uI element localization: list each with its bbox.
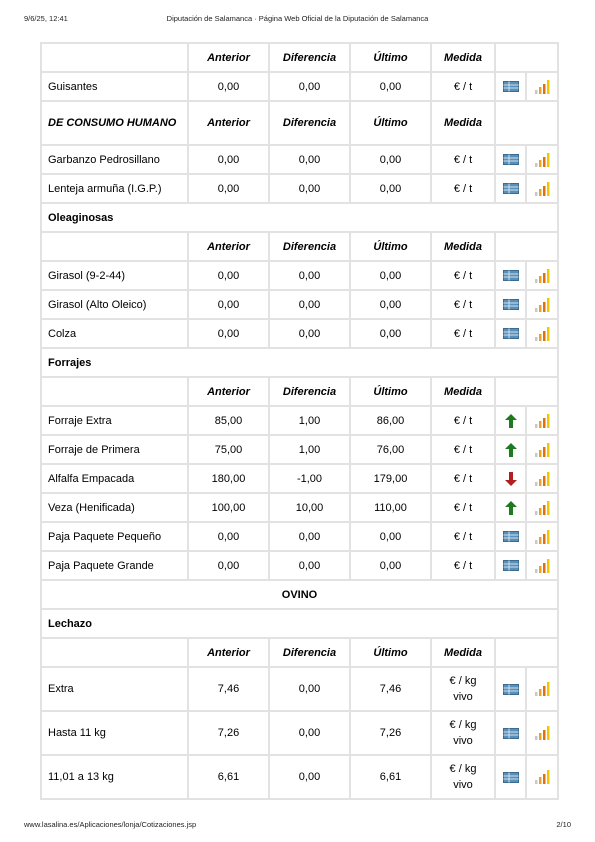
table-row [41, 261, 558, 290]
bar-chart-icon[interactable] [534, 559, 550, 573]
row-chart[interactable] [526, 145, 558, 174]
row-anterior: 75,00 [188, 435, 269, 464]
bar-chart-icon[interactable] [534, 182, 550, 196]
bar-chart-icon[interactable] [534, 472, 550, 486]
section-row [41, 609, 558, 638]
row-label: Guisantes [41, 72, 188, 101]
row-ultimo: 0,00 [350, 174, 431, 203]
row-chart[interactable] [526, 406, 558, 435]
row-label: Extra [41, 667, 188, 711]
row-anterior: 0,00 [188, 145, 269, 174]
table-row [41, 290, 558, 319]
row-unit [431, 667, 495, 711]
row-ultimo: 7,46 [350, 667, 431, 711]
row-label: Colza [41, 319, 188, 348]
arrow-up-icon[interactable] [505, 443, 517, 457]
table-row [41, 551, 558, 580]
row-unit: € / t [431, 493, 495, 522]
bar-chart-icon[interactable] [534, 269, 550, 283]
row-chart[interactable] [526, 435, 558, 464]
row-diferencia: 0,00 [269, 755, 350, 799]
row-chart[interactable] [526, 174, 558, 203]
row-trend[interactable] [495, 261, 526, 290]
row-unit: € / t [431, 551, 495, 580]
row-ultimo: 179,00 [350, 464, 431, 493]
table-icon[interactable] [503, 183, 519, 194]
row-trend[interactable] [495, 551, 526, 580]
row-diferencia: 0,00 [269, 667, 350, 711]
row-diferencia: 1,00 [269, 406, 350, 435]
bar-chart-icon[interactable] [534, 682, 550, 696]
row-unit: € / t [431, 145, 495, 174]
row-anterior: 7,46 [188, 667, 269, 711]
row-label: Paja Paquete Grande [41, 551, 188, 580]
row-anterior: 0,00 [188, 290, 269, 319]
table-row [41, 145, 558, 174]
section-ovino: OVINO [41, 580, 558, 609]
row-unit: € / t [431, 522, 495, 551]
row-chart[interactable] [526, 319, 558, 348]
row-ultimo: 0,00 [350, 290, 431, 319]
row-diferencia: 0,00 [269, 711, 350, 755]
table-row [41, 435, 558, 464]
bar-chart-icon[interactable] [534, 443, 550, 457]
row-diferencia: 0,00 [269, 145, 350, 174]
row-anterior: 85,00 [188, 406, 269, 435]
row-anterior: 0,00 [188, 72, 269, 101]
row-diferencia: 0,00 [269, 551, 350, 580]
table-row [41, 174, 558, 203]
row-chart[interactable] [526, 261, 558, 290]
row-ultimo: 0,00 [350, 551, 431, 580]
table-icon[interactable] [503, 299, 519, 310]
section-oleaginosas: Oleaginosas [41, 203, 558, 232]
row-diferencia: 0,00 [269, 319, 350, 348]
arrow-up-icon[interactable] [505, 501, 517, 515]
row-trend[interactable] [495, 667, 526, 711]
print-url: www.lasalina.es/Aplicaciones/lonja/Cotizaciones.jsp [24, 820, 197, 829]
row-label: Girasol (Alto Oleico) [41, 290, 188, 319]
print-datetime: 9/6/25, 12:41 [24, 14, 68, 23]
bar-chart-icon[interactable] [534, 298, 550, 312]
row-anterior: 0,00 [188, 261, 269, 290]
row-trend[interactable] [495, 406, 526, 435]
row-diferencia: 10,00 [269, 493, 350, 522]
row-anterior: 0,00 [188, 319, 269, 348]
row-unit [431, 711, 495, 755]
row-ultimo: 86,00 [350, 406, 431, 435]
table-row [41, 755, 558, 799]
row-unit-line2: vivo [453, 779, 473, 791]
row-diferencia: 0,00 [269, 72, 350, 101]
row-unit: € / t [431, 174, 495, 203]
col-anterior: Anterior [188, 43, 269, 72]
row-label: Paja Paquete Pequeño [41, 522, 188, 551]
section-lechazo: Lechazo [41, 609, 558, 638]
row-trend[interactable] [495, 145, 526, 174]
row-trend[interactable] [495, 464, 526, 493]
col-diferencia: Diferencia [269, 101, 350, 145]
table-icon[interactable] [503, 684, 519, 695]
section-forrajes: Forrajes [41, 348, 558, 377]
row-diferencia: 1,00 [269, 435, 350, 464]
table-icon[interactable] [503, 154, 519, 165]
bar-chart-icon[interactable] [534, 327, 550, 341]
row-chart[interactable] [526, 711, 558, 755]
row-trend[interactable] [495, 72, 526, 101]
col-ultimo: Último [350, 43, 431, 72]
bar-chart-icon[interactable] [534, 414, 550, 428]
row-chart[interactable] [526, 72, 558, 101]
section-row [41, 203, 558, 232]
row-unit: € / t [431, 319, 495, 348]
table-icon[interactable] [503, 772, 519, 783]
row-label: Garbanzo Pedrosillano [41, 145, 188, 174]
table-icon[interactable] [503, 270, 519, 281]
col-ultimo: Último [350, 232, 431, 261]
row-trend[interactable] [495, 522, 526, 551]
section-row [41, 348, 558, 377]
table-row [41, 667, 558, 711]
quotations-table [40, 42, 559, 800]
row-anterior: 0,00 [188, 522, 269, 551]
row-unit: € / t [431, 464, 495, 493]
col-medida: Medida [431, 232, 495, 261]
table-row [41, 711, 558, 755]
row-anterior: 100,00 [188, 493, 269, 522]
col-diferencia: Diferencia [269, 377, 350, 406]
bar-chart-icon[interactable] [534, 770, 550, 784]
row-anterior: 180,00 [188, 464, 269, 493]
print-title: Diputación de Salamanca · Página Web Oficial de la Diputación de Salamanca [166, 14, 429, 23]
row-unit: € / t [431, 261, 495, 290]
row-diferencia: 0,00 [269, 522, 350, 551]
row-ultimo: 0,00 [350, 145, 431, 174]
row-label: Lenteja armuña (I.G.P.) [41, 174, 188, 203]
table-row [41, 406, 558, 435]
bar-chart-icon[interactable] [534, 80, 550, 94]
col-medida: Medida [431, 43, 495, 72]
col-ultimo: Último [350, 377, 431, 406]
row-anterior: 7,26 [188, 711, 269, 755]
table-icon[interactable] [503, 728, 519, 739]
row-label: Alfalfa Empacada [41, 464, 188, 493]
table-row [41, 319, 558, 348]
col-anterior: Anterior [188, 232, 269, 261]
row-unit-line1: € / kg [449, 675, 477, 687]
table-row [41, 493, 558, 522]
row-label: 11,01 a 13 kg [41, 755, 188, 799]
col-anterior: Anterior [188, 377, 269, 406]
table-row [41, 464, 558, 493]
row-chart[interactable] [526, 667, 558, 711]
row-chart[interactable] [526, 493, 558, 522]
row-diferencia: 0,00 [269, 261, 350, 290]
row-ultimo: 0,00 [350, 72, 431, 101]
row-unit-line2: vivo [453, 735, 473, 747]
row-ultimo: 76,00 [350, 435, 431, 464]
row-ultimo: 7,26 [350, 711, 431, 755]
row-anterior: 0,00 [188, 174, 269, 203]
row-label: Veza (Henificada) [41, 493, 188, 522]
table-icon[interactable] [503, 328, 519, 339]
table-row [41, 72, 558, 101]
col-diferencia: Diferencia [269, 638, 350, 667]
col-medida: Medida [431, 101, 495, 145]
row-trend[interactable] [495, 493, 526, 522]
row-unit: € / t [431, 435, 495, 464]
col-medida: Medida [431, 377, 495, 406]
arrow-down-icon[interactable] [505, 472, 517, 486]
section-row [41, 580, 558, 609]
page-number: 2/10 [556, 820, 571, 829]
row-ultimo: 110,00 [350, 493, 431, 522]
row-diferencia: 0,00 [269, 174, 350, 203]
col-diferencia: Diferencia [269, 43, 350, 72]
row-chart[interactable] [526, 755, 558, 799]
row-trend[interactable] [495, 711, 526, 755]
row-chart[interactable] [526, 551, 558, 580]
header-row [41, 232, 558, 261]
row-unit-line1: € / kg [449, 719, 477, 731]
row-label: Forraje Extra [41, 406, 188, 435]
row-unit-line1: € / kg [449, 763, 477, 775]
row-trend[interactable] [495, 319, 526, 348]
row-anterior: 0,00 [188, 551, 269, 580]
col-anterior: Anterior [188, 101, 269, 145]
section-consumo-humano: DE CONSUMO HUMANO [41, 101, 188, 145]
row-label: Forraje de Primera [41, 435, 188, 464]
row-chart[interactable] [526, 464, 558, 493]
table-icon[interactable] [503, 560, 519, 571]
row-trend[interactable] [495, 755, 526, 799]
row-anterior: 6,61 [188, 755, 269, 799]
header-row [41, 638, 558, 667]
bar-chart-icon[interactable] [534, 726, 550, 740]
row-chart[interactable] [526, 290, 558, 319]
row-chart[interactable] [526, 522, 558, 551]
row-unit [431, 755, 495, 799]
col-ultimo: Último [350, 101, 431, 145]
table-icon[interactable] [503, 531, 519, 542]
row-ultimo: 6,61 [350, 755, 431, 799]
row-trend[interactable] [495, 435, 526, 464]
col-anterior: Anterior [188, 638, 269, 667]
row-label: Girasol (9-2-44) [41, 261, 188, 290]
row-diferencia: 0,00 [269, 290, 350, 319]
arrow-up-icon[interactable] [505, 414, 517, 428]
header-row [41, 43, 558, 72]
row-trend[interactable] [495, 290, 526, 319]
row-unit: € / t [431, 72, 495, 101]
header-row [41, 377, 558, 406]
table-row [41, 522, 558, 551]
section-header-row [41, 101, 558, 145]
col-diferencia: Diferencia [269, 232, 350, 261]
row-ultimo: 0,00 [350, 319, 431, 348]
row-unit: € / t [431, 290, 495, 319]
col-medida: Medida [431, 638, 495, 667]
bar-chart-icon[interactable] [534, 153, 550, 167]
row-label: Hasta 11 kg [41, 711, 188, 755]
row-diferencia: -1,00 [269, 464, 350, 493]
col-ultimo: Último [350, 638, 431, 667]
row-unit-line2: vivo [453, 691, 473, 703]
row-trend[interactable] [495, 174, 526, 203]
bar-chart-icon[interactable] [534, 501, 550, 515]
row-ultimo: 0,00 [350, 261, 431, 290]
row-ultimo: 0,00 [350, 522, 431, 551]
row-unit: € / t [431, 406, 495, 435]
table-icon[interactable] [503, 81, 519, 92]
bar-chart-icon[interactable] [534, 530, 550, 544]
